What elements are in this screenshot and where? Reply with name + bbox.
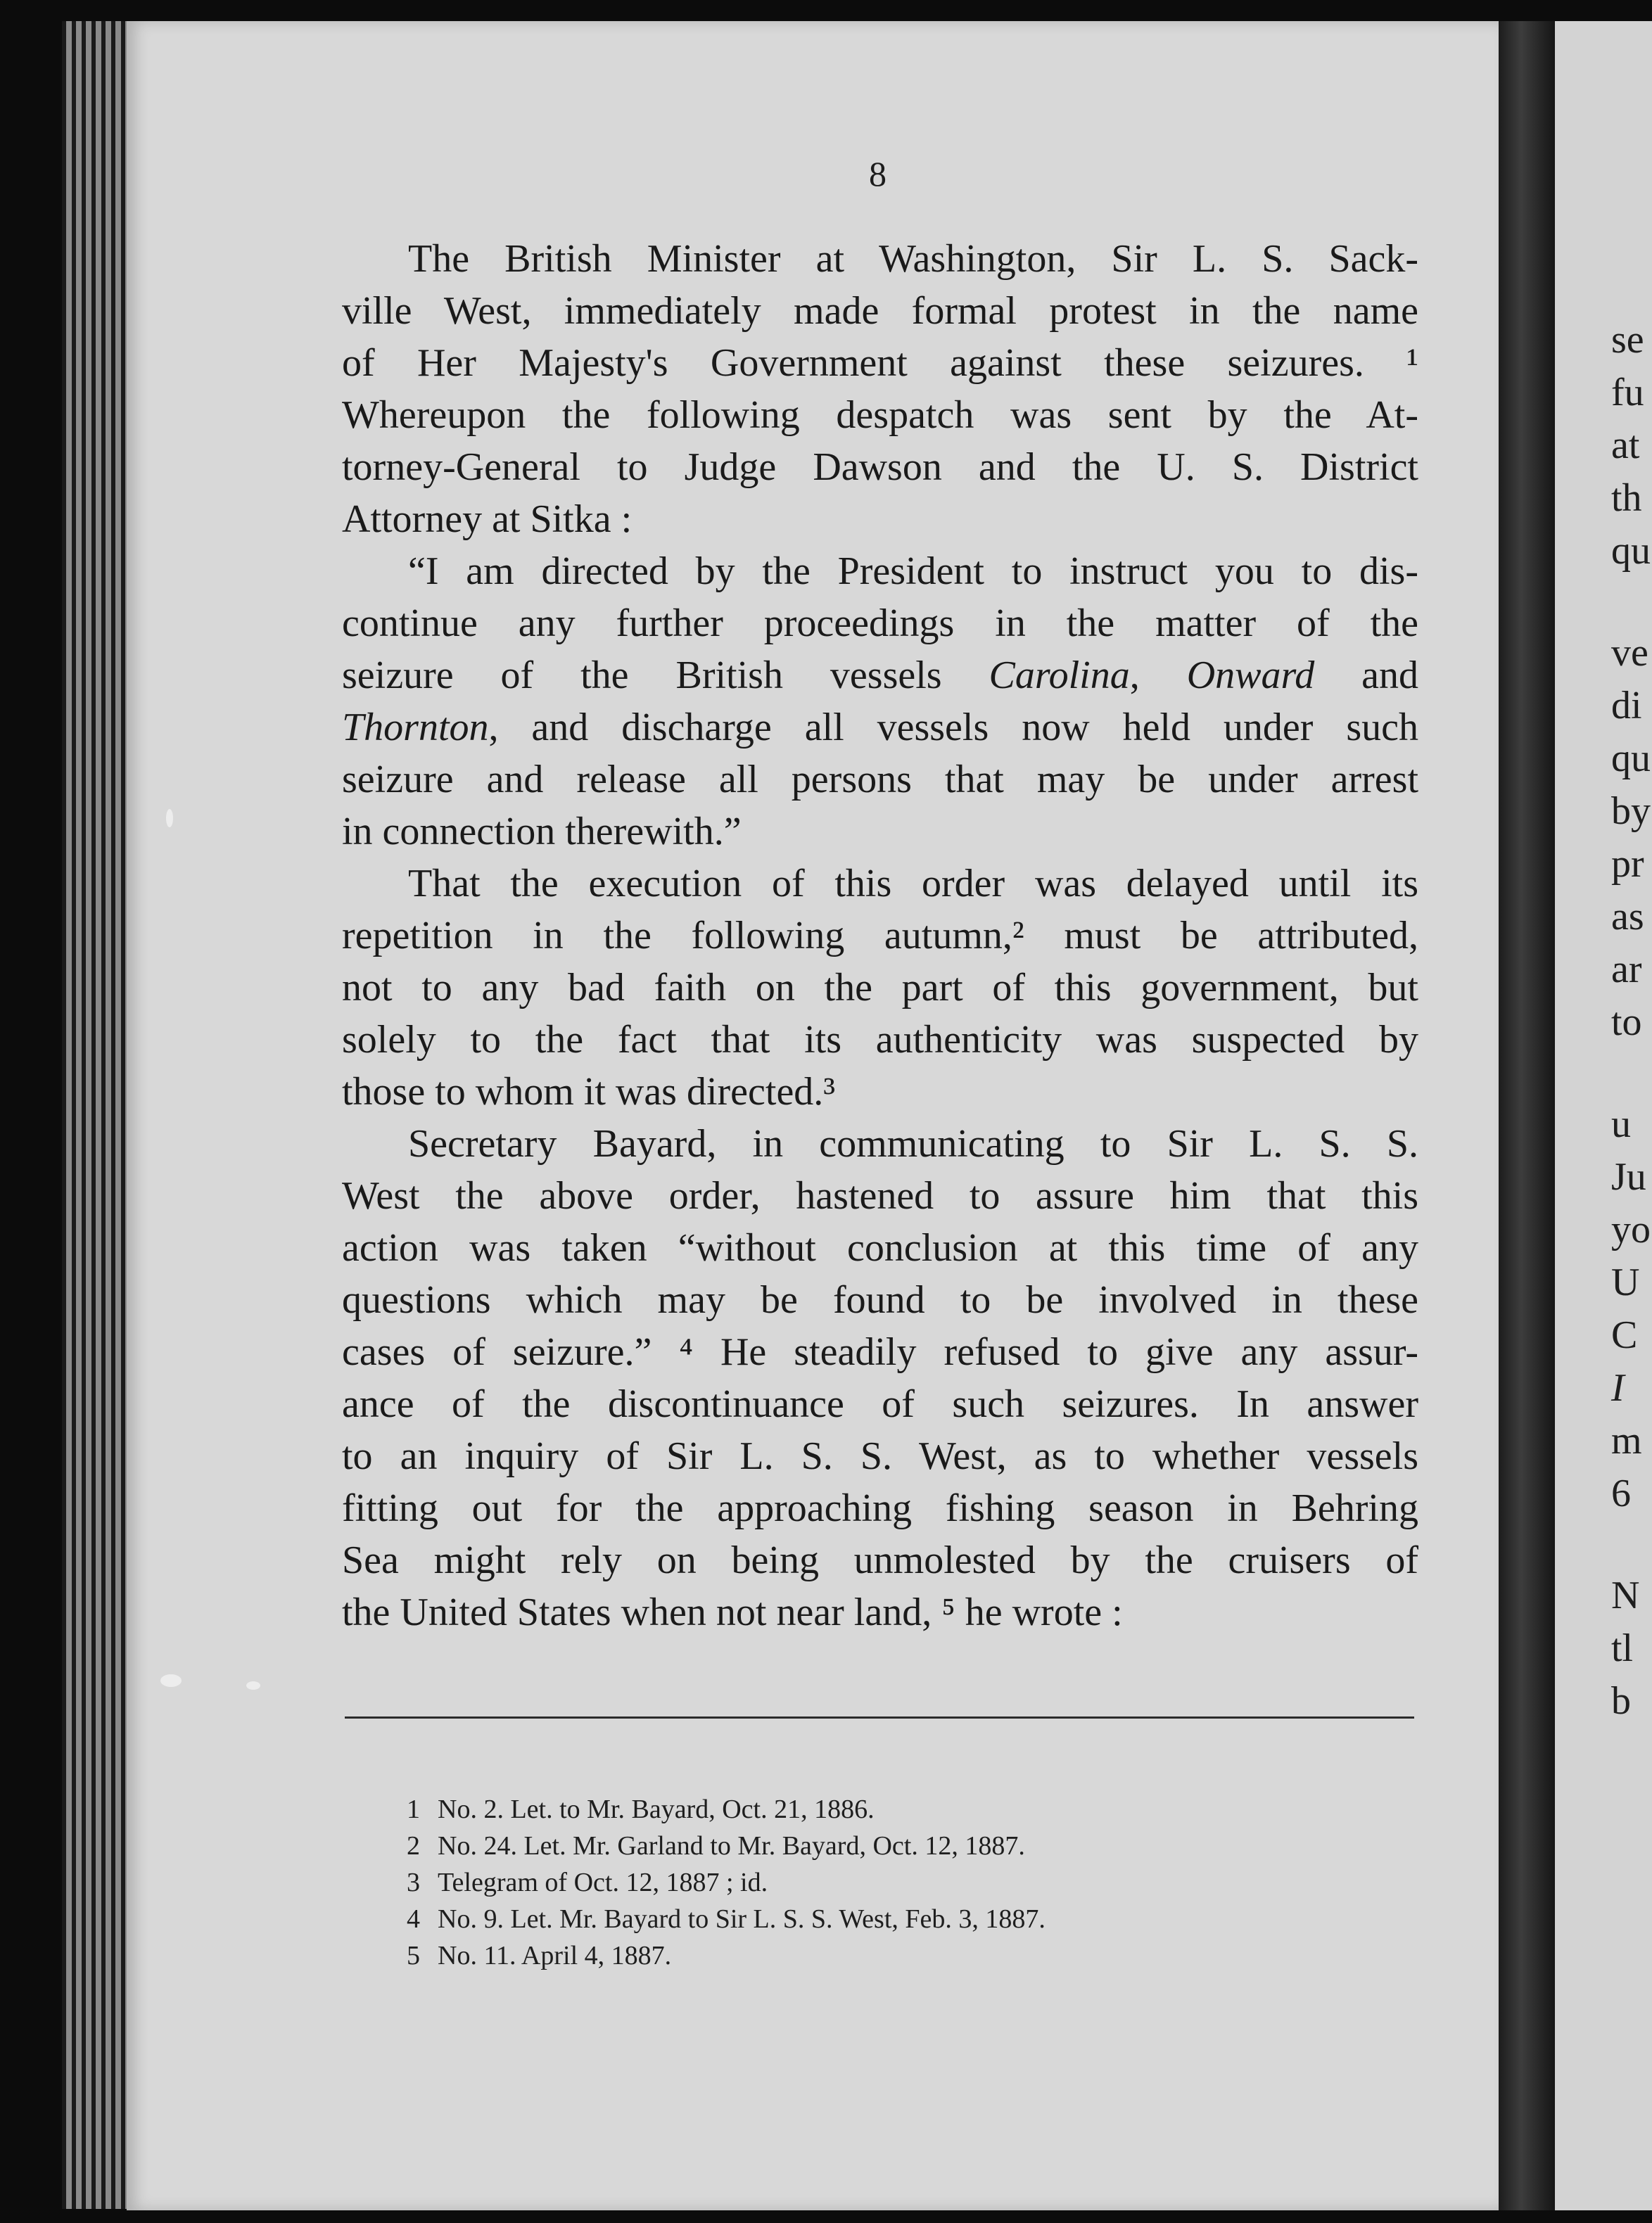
footnote-number: 2 xyxy=(407,1831,420,1861)
facing-page-edge xyxy=(1555,21,1652,2210)
text-line: not to any bad faith on the part of this government, but xyxy=(342,966,1418,1009)
text-line: Secretary Bayard, in communicating to Sir L. S. S. xyxy=(408,1122,1418,1166)
facing-page-fragment: di xyxy=(1611,684,1642,727)
footnote-text: No. 24. Let. Mr. Garland to Mr. Bayard, Oct. 12, 1887. xyxy=(438,1831,1025,1861)
footnote xyxy=(407,1864,768,1901)
facing-page-fragment: se xyxy=(1611,318,1644,362)
text-line: Attorney at Sitka : xyxy=(342,497,633,541)
text-line: The British Minister at Washington, Sir L. S. Sack- xyxy=(408,237,1418,281)
quote-line: seizure of the British vessels Carolina, Onward and xyxy=(342,654,1419,697)
text-line: those to whom it was directed.³ xyxy=(342,1070,836,1114)
text-line: ance of the discontinuance of such seizures. In answer xyxy=(342,1382,1418,1426)
text-line: Sea might rely on being unmolested by the cruisers of xyxy=(342,1539,1418,1582)
text-line: action was taken “without conclusion at this time of any xyxy=(342,1226,1418,1270)
text-line: of Her Majesty's Government against these seizures. ¹ xyxy=(342,341,1418,385)
facing-page-fragment: as xyxy=(1611,895,1644,938)
facing-page-fragment: fu xyxy=(1611,371,1644,414)
quote-line: “I am directed by the President to instruct you to dis- xyxy=(408,549,1418,593)
footnote-text: No. 11. April 4, 1887. xyxy=(438,1941,672,1970)
footnote-number: 3 xyxy=(407,1868,420,1897)
footnote-text: No. 9. Let. Mr. Bayard to Sir L. S. S. West, Feb. 3, 1887. xyxy=(438,1904,1046,1934)
footnote xyxy=(407,1937,671,1974)
quote-line: continue any further proceedings in the matter of the xyxy=(342,601,1418,645)
footnote xyxy=(407,1791,875,1828)
text-line: torney-General to Judge Dawson and the U. S. District xyxy=(342,445,1418,489)
facing-page-fragment: ar xyxy=(1611,948,1642,991)
facing-page-fragment: to xyxy=(1611,1000,1642,1044)
text-line: ville West, immediately made formal protest in the name xyxy=(342,289,1418,333)
footnote-text: No. 2. Let. to Mr. Bayard, Oct. 21, 1886. xyxy=(438,1795,875,1824)
text-line: solely to the fact that its authenticity was suspected by xyxy=(342,1018,1418,1062)
page-edges xyxy=(62,21,132,2209)
text-line: That the execution of this order was delayed until its xyxy=(408,862,1418,905)
footnote xyxy=(407,1828,1025,1864)
footnote-number: 5 xyxy=(407,1941,420,1970)
text-line: the United States when not near land, ⁵ he wrote : xyxy=(342,1591,1123,1634)
facing-page-fragment: pr xyxy=(1611,842,1644,886)
footnote xyxy=(407,1901,1046,1937)
footnote-text: Telegram of Oct. 12, 1887 ; id. xyxy=(438,1868,768,1897)
facing-page-fragment: th xyxy=(1611,476,1642,520)
scan-speck xyxy=(160,1674,182,1687)
facing-page-fragment: tl xyxy=(1611,1626,1634,1670)
footnote-number: 1 xyxy=(407,1795,420,1824)
facing-page-fragment: qu xyxy=(1611,529,1651,573)
facing-page-fragment: Ju xyxy=(1611,1155,1646,1199)
facing-page-fragment: ve xyxy=(1611,631,1648,675)
book-gutter xyxy=(1499,21,1555,2210)
quote-line: Thornton, and discharge all vessels now held under such xyxy=(342,706,1418,749)
text-line: West the above order, hastened to assure him that this xyxy=(342,1174,1418,1218)
facing-page-fragment: N xyxy=(1611,1574,1640,1617)
facing-page-fragment: b xyxy=(1611,1679,1631,1723)
facing-page-fragment: by xyxy=(1611,789,1651,833)
scan-speck xyxy=(246,1681,260,1690)
text-line: to an inquiry of Sir L. S. S. West, as to whether vessels xyxy=(342,1434,1418,1478)
quote-line: seizure and release all persons that may be under arrest xyxy=(342,758,1418,801)
facing-page-fragment: qu xyxy=(1611,737,1651,780)
text-line: cases of seizure.” ⁴ He steadily refused to give any assur- xyxy=(342,1330,1418,1374)
quote-line: in connection therewith.” xyxy=(342,810,742,853)
facing-page-fragment: I xyxy=(1611,1366,1625,1410)
page-number: 8 xyxy=(869,154,887,193)
footnote-number: 4 xyxy=(407,1904,420,1934)
facing-page-fragment: at xyxy=(1611,423,1640,467)
text-line: repetition in the following autumn,² must be attributed, xyxy=(342,914,1418,957)
facing-page-fragment: u xyxy=(1611,1102,1631,1146)
facing-page-fragment: U xyxy=(1611,1261,1640,1304)
facing-page-fragment: m xyxy=(1611,1419,1642,1463)
text-line: questions which may be found to be involved in these xyxy=(342,1278,1418,1322)
footnote-rule xyxy=(345,1716,1414,1719)
facing-page-fragment: 6 xyxy=(1611,1472,1631,1515)
scan-speck xyxy=(166,809,173,827)
facing-page-fragment: yo xyxy=(1611,1208,1651,1251)
facing-page-fragment: C xyxy=(1611,1313,1638,1357)
text-line: fitting out for the approaching fishing season in Behring xyxy=(342,1486,1418,1530)
text-line: Whereupon the following despatch was sent by the At- xyxy=(342,393,1418,437)
